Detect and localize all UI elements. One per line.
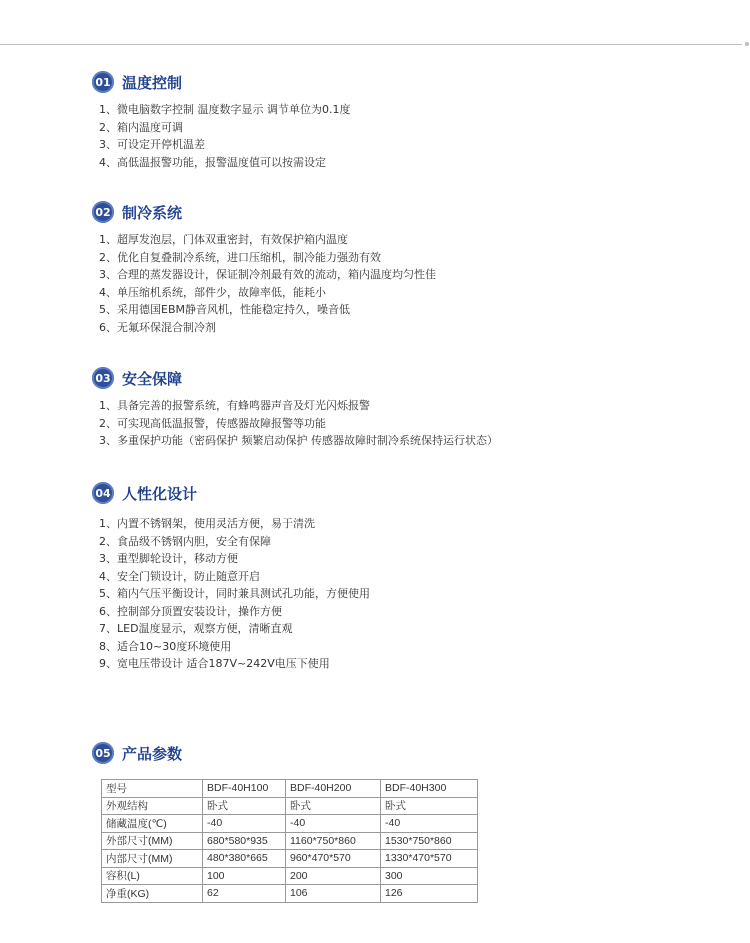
list-item: 4、安全门锁设计，防止随意开启 <box>99 569 260 583</box>
list-item: 6、无氟环保混合制冷剂 <box>99 320 216 334</box>
list-item: 3、可设定开停机温差 <box>99 138 205 151</box>
table-cell: 卧式 <box>381 797 478 815</box>
table-cell: 680*580*935 <box>203 832 286 850</box>
table-cell: -40 <box>381 815 478 833</box>
list-item: 7、LED温度显示，观察方便，清晰直观 <box>99 622 293 635</box>
list-item: 3、多重保护功能（密码保护 频繁启动保护 传感器故障时制冷系统保持运行状态） <box>99 434 498 447</box>
table-cell: BDF-40H100 <box>203 780 286 798</box>
list-item: 6、控制部分顶置安装设计，操作方便 <box>99 604 282 618</box>
section-header <box>92 201 436 223</box>
table-cell: 卧式 <box>286 797 381 815</box>
table-cell: 型号 <box>102 780 203 798</box>
feature-list <box>99 515 370 673</box>
list-item: 5、箱内气压平衡设计，同时兼具测试孔功能，方便使用 <box>99 587 370 600</box>
section-refrigeration-system <box>92 201 436 336</box>
list-item: 4、高低温报警功能，报警温度值可以按需设定 <box>99 155 326 169</box>
section-safety <box>92 367 498 450</box>
table-cell: 126 <box>381 885 478 903</box>
feature-list <box>99 397 498 450</box>
table-cell: 300 <box>381 867 478 885</box>
section-number-badge: 03 <box>92 367 114 389</box>
table-cell: 1160*750*860 <box>286 832 381 850</box>
section-number-badge: 01 <box>92 71 114 93</box>
section-header <box>92 482 370 504</box>
section-title: 人性化设计 <box>122 484 198 503</box>
section-title: 温度控制 <box>122 73 183 92</box>
list-item: 2、箱内温度可调 <box>99 120 183 134</box>
table-cell: 960*470*570 <box>286 850 381 868</box>
feature-list <box>99 231 436 336</box>
top-divider-dot <box>745 42 749 46</box>
list-item: 4、单压缩机系统，部件少，故障率低，能耗小 <box>99 285 326 299</box>
top-divider <box>0 44 742 45</box>
table-cell: 净重(KG) <box>102 885 203 903</box>
list-item: 1、微电脑数字控制 温度数字显示 调节单位为0.1度 <box>99 103 351 116</box>
section-header <box>92 367 498 389</box>
table-row <box>102 885 478 903</box>
table-cell: 200 <box>286 867 381 885</box>
section-title: 安全保障 <box>122 369 183 388</box>
table-cell: -40 <box>286 815 381 833</box>
table-cell: 储藏温度(℃) <box>102 815 203 833</box>
table-cell: 内部尺寸(MM) <box>102 850 203 868</box>
table-row <box>102 832 478 850</box>
table-cell: 62 <box>203 885 286 903</box>
table-cell: 100 <box>203 867 286 885</box>
table-cell: 卧式 <box>203 797 286 815</box>
section-number-badge: 05 <box>92 742 114 764</box>
table-cell: BDF-40H200 <box>286 780 381 798</box>
list-item: 1、超厚发泡层，门体双重密封，有效保护箱内温度 <box>99 233 348 246</box>
list-item: 2、优化自复叠制冷系统，进口压缩机，制冷能力强劲有效 <box>99 250 381 264</box>
list-item: 1、具备完善的报警系统，有蜂鸣器声音及灯光闪烁报警 <box>99 399 370 412</box>
table-cell: 480*380*665 <box>203 850 286 868</box>
list-item: 5、采用德国EBM静音风机，性能稳定持久，噪音低 <box>99 303 350 316</box>
feature-list <box>99 101 350 171</box>
table-cell: -40 <box>203 815 286 833</box>
section-title: 产品参数 <box>122 744 183 763</box>
list-item: 8、适合10~30度环境使用 <box>99 639 232 653</box>
table-cell: 1530*750*860 <box>381 832 478 850</box>
table-cell: 106 <box>286 885 381 903</box>
table-row <box>102 815 478 833</box>
list-item: 2、食品级不锈钢内胆，安全有保障 <box>99 534 271 548</box>
table-cell: BDF-40H300 <box>381 780 478 798</box>
section-user-friendly-design <box>92 482 370 673</box>
section-temperature-control <box>92 71 350 171</box>
section-product-parameters <box>92 742 182 764</box>
table-cell: 1330*470*570 <box>381 850 478 868</box>
table-cell: 外观结构 <box>102 797 203 815</box>
list-item: 1、内置不锈钢架，使用灵活方便，易于清洗 <box>99 517 315 530</box>
table-cell: 容积(L) <box>102 867 203 885</box>
section-title: 制冷系统 <box>122 203 183 222</box>
list-item: 9、宽电压带设计 适合187V~242V电压下使用 <box>99 657 330 670</box>
table-cell: 外部尺寸(MM) <box>102 832 203 850</box>
table-row <box>102 850 478 868</box>
parameters-table <box>101 779 478 903</box>
section-header <box>92 71 350 93</box>
table-row <box>102 797 478 815</box>
section-number-badge: 04 <box>92 482 114 504</box>
section-number-badge: 02 <box>92 201 114 223</box>
table-row <box>102 867 478 885</box>
section-header <box>92 742 182 764</box>
list-item: 3、重型脚轮设计，移动方便 <box>99 552 238 565</box>
list-item: 2、可实现高低温报警，传感器故障报警等功能 <box>99 416 326 430</box>
list-item: 3、合理的蒸发器设计，保证制冷剂最有效的流动，箱内温度均匀性佳 <box>99 268 436 281</box>
table-row <box>102 780 478 798</box>
